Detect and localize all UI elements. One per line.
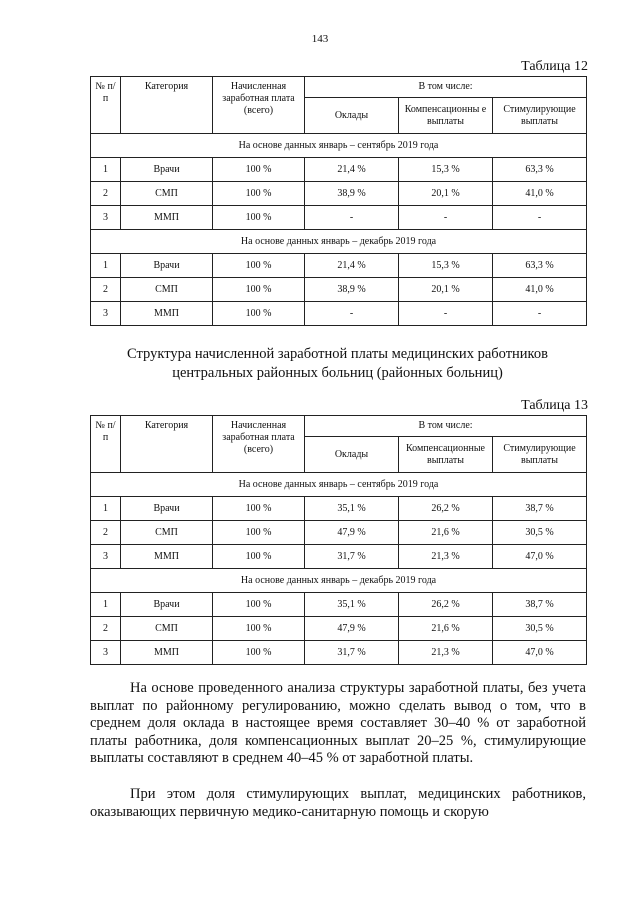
cell-compensation: 21,6 % (399, 617, 493, 641)
cell-total: 100 % (213, 158, 305, 182)
table-row (91, 278, 587, 302)
header-num: № п/п (91, 416, 121, 473)
section-heading: Структура начисленной заработной платы медицинских работников центральных районных больниц (районных больниц) (127, 346, 548, 381)
cell-salaries: 38,9 % (305, 278, 399, 302)
cell-compensation: - (399, 206, 493, 230)
section-title: На основе данных январь – декабрь 2019 года (91, 569, 587, 593)
header-category: Категория (121, 77, 213, 134)
cell-total: 100 % (213, 545, 305, 569)
cell-compensation: 26,2 % (399, 497, 493, 521)
cell-salaries: 35,1 % (305, 497, 399, 521)
section-title: На основе данных январь – декабрь 2019 года (91, 230, 587, 254)
header-compensation: Компенсационные выплаты (399, 437, 493, 473)
cell-num: 3 (91, 302, 121, 326)
cell-num: 1 (91, 254, 121, 278)
section-title: На основе данных январь – сентябрь 2019 года (91, 134, 587, 158)
cell-compensation: 20,1 % (399, 182, 493, 206)
header-num: № п/п (91, 77, 121, 134)
body-paragraph: На основе проведенного анализа структуры заработной платы, без учета выплат по районному регулированию, можно сделать вывод о том, что в среднем доля оклада в настоящее время составляет 30–40 % от заработной платы работника, доля компенсационных выплат 20–25 %, стимулирующие выплаты составляют в среднем 40–45 % от заработной платы. (90, 680, 586, 766)
table-row (91, 182, 587, 206)
section-title: На основе данных январь – сентябрь 2019 года (91, 473, 587, 497)
cell-category: СМП (121, 278, 213, 302)
header-category: Категория (121, 416, 213, 473)
table-row (91, 497, 587, 521)
cell-salaries: 47,9 % (305, 521, 399, 545)
table-12 (90, 76, 587, 326)
cell-total: 100 % (213, 182, 305, 206)
cell-salaries: 38,9 % (305, 182, 399, 206)
cell-incentive: 38,7 % (493, 497, 587, 521)
table-row (91, 641, 587, 665)
header-incentive: Стимулирующие выплаты (493, 437, 587, 473)
cell-category: Врачи (121, 593, 213, 617)
cell-num: 1 (91, 497, 121, 521)
cell-salaries: 31,7 % (305, 641, 399, 665)
cell-compensation: - (399, 302, 493, 326)
cell-total: 100 % (213, 278, 305, 302)
cell-incentive: 41,0 % (493, 182, 587, 206)
cell-category: Врачи (121, 254, 213, 278)
cell-incentive: 30,5 % (493, 617, 587, 641)
cell-total: 100 % (213, 617, 305, 641)
table-13 (90, 415, 587, 665)
cell-total: 100 % (213, 521, 305, 545)
header-including: В том числе: (305, 416, 587, 437)
cell-incentive: 63,3 % (493, 158, 587, 182)
cell-category: ММП (121, 641, 213, 665)
cell-total: 100 % (213, 593, 305, 617)
table-12-label: Таблица 12 (521, 59, 588, 74)
cell-compensation: 15,3 % (399, 254, 493, 278)
table-row (91, 206, 587, 230)
header-total: Начисленная заработная плата (всего) (213, 77, 305, 134)
cell-category: СМП (121, 521, 213, 545)
cell-incentive: 38,7 % (493, 593, 587, 617)
table-row (91, 302, 587, 326)
header-total: Начисленная заработная плата (всего) (213, 416, 305, 473)
cell-compensation: 21,3 % (399, 545, 493, 569)
cell-incentive: - (493, 302, 587, 326)
cell-num: 3 (91, 641, 121, 665)
cell-compensation: 21,3 % (399, 641, 493, 665)
cell-incentive: 30,5 % (493, 521, 587, 545)
header-incentive: Стимулирующие выплаты (493, 98, 587, 134)
table-row (91, 521, 587, 545)
table-row (91, 545, 587, 569)
cell-total: 100 % (213, 641, 305, 665)
header-including: В том числе: (305, 77, 587, 98)
table-row (91, 158, 587, 182)
table-row (91, 617, 587, 641)
cell-incentive: 41,0 % (493, 278, 587, 302)
cell-num: 2 (91, 182, 121, 206)
body-paragraph: При этом доля стимулирующих выплат, медицинских работников, оказывающих первичную медико-санитарную помощь и скорую (90, 786, 586, 820)
table-row (91, 254, 587, 278)
cell-salaries: 21,4 % (305, 158, 399, 182)
header-salaries: Оклады (305, 437, 399, 473)
cell-incentive: 47,0 % (493, 641, 587, 665)
header-compensation: Компенсационны е выплаты (399, 98, 493, 134)
cell-incentive: 63,3 % (493, 254, 587, 278)
header-salaries: Оклады (305, 98, 399, 134)
cell-category: Врачи (121, 158, 213, 182)
cell-num: 2 (91, 278, 121, 302)
cell-category: ММП (121, 302, 213, 326)
table-row (91, 593, 587, 617)
cell-compensation: 26,2 % (399, 593, 493, 617)
cell-total: 100 % (213, 302, 305, 326)
cell-total: 100 % (213, 206, 305, 230)
cell-compensation: 20,1 % (399, 278, 493, 302)
cell-category: ММП (121, 545, 213, 569)
table-13-label: Таблица 13 (521, 398, 588, 413)
cell-total: 100 % (213, 254, 305, 278)
cell-num: 2 (91, 521, 121, 545)
cell-num: 3 (91, 206, 121, 230)
cell-category: Врачи (121, 497, 213, 521)
cell-incentive: - (493, 206, 587, 230)
cell-salaries: 21,4 % (305, 254, 399, 278)
cell-compensation: 21,6 % (399, 521, 493, 545)
cell-num: 1 (91, 158, 121, 182)
cell-incentive: 47,0 % (493, 545, 587, 569)
cell-category: СМП (121, 617, 213, 641)
cell-category: ММП (121, 206, 213, 230)
cell-num: 2 (91, 617, 121, 641)
page-number: 143 (311, 33, 329, 45)
cell-num: 3 (91, 545, 121, 569)
cell-category: СМП (121, 182, 213, 206)
cell-salaries: - (305, 302, 399, 326)
cell-compensation: 15,3 % (399, 158, 493, 182)
cell-num: 1 (91, 593, 121, 617)
cell-salaries: 35,1 % (305, 593, 399, 617)
cell-salaries: - (305, 206, 399, 230)
cell-salaries: 31,7 % (305, 545, 399, 569)
cell-total: 100 % (213, 497, 305, 521)
cell-salaries: 47,9 % (305, 617, 399, 641)
